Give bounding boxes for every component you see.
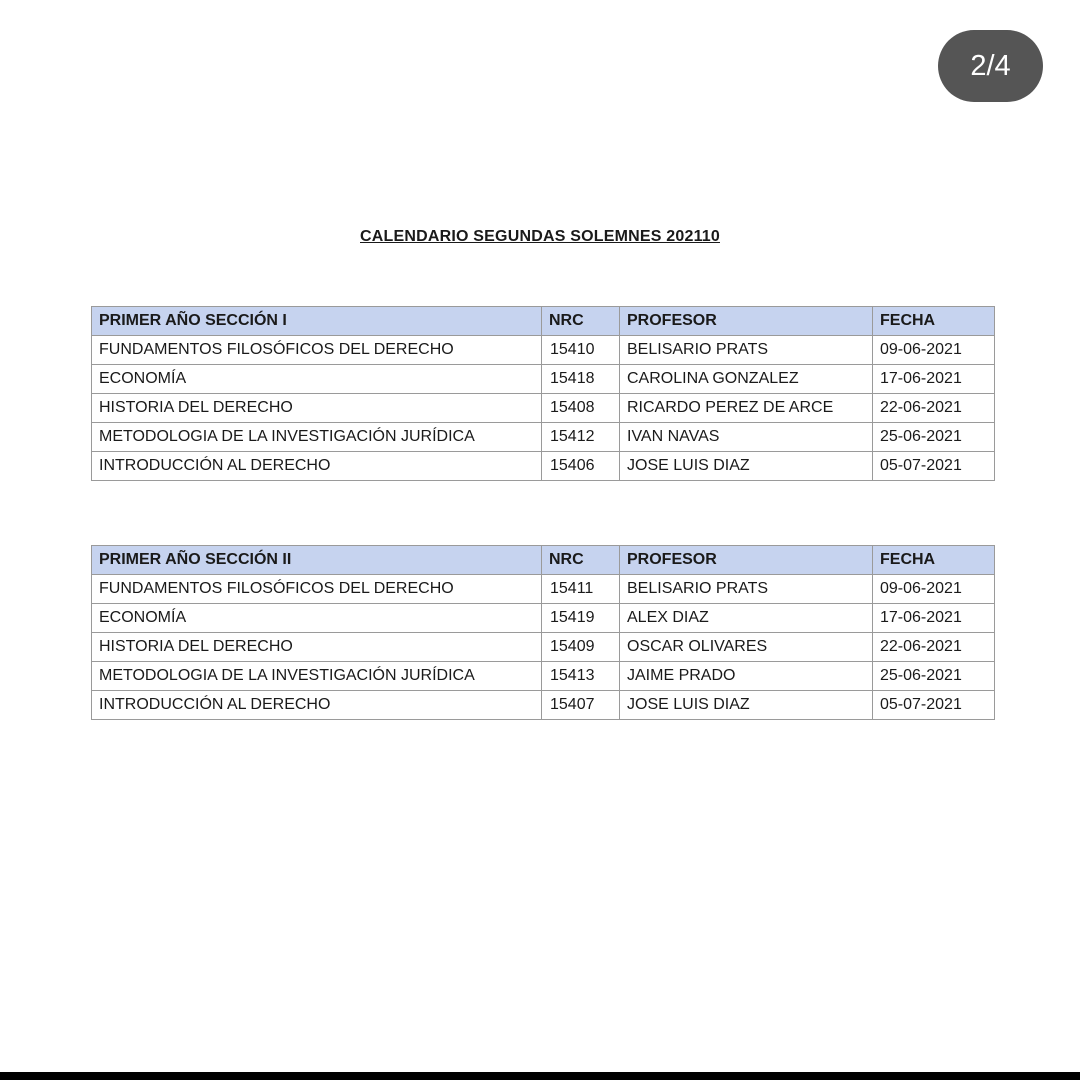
date-cell: 22-06-2021 xyxy=(873,633,995,662)
professor-cell: ALEX DIAZ xyxy=(620,604,873,633)
header-date: FECHA xyxy=(873,307,995,336)
table-row xyxy=(92,423,995,452)
date-cell: 05-07-2021 xyxy=(873,452,995,481)
nrc-cell: 15411 xyxy=(542,575,620,604)
course-cell: ECONOMÍA xyxy=(92,365,542,394)
nrc-cell: 15418 xyxy=(542,365,620,394)
header-course: PRIMER AÑO SECCIÓN I xyxy=(92,307,542,336)
header-nrc: NRC xyxy=(542,546,620,575)
course-cell: INTRODUCCIÓN AL DERECHO xyxy=(92,691,542,720)
document-title: CALENDARIO SEGUNDAS SOLEMNES 202110 xyxy=(360,228,720,245)
date-cell: 17-06-2021 xyxy=(873,365,995,394)
table-header-row xyxy=(92,546,995,575)
table-row xyxy=(92,336,995,365)
table-row xyxy=(92,633,995,662)
course-cell: FUNDAMENTOS FILOSÓFICOS DEL DERECHO xyxy=(92,575,542,604)
nrc-cell: 15406 xyxy=(542,452,620,481)
date-cell: 17-06-2021 xyxy=(873,604,995,633)
table-row xyxy=(92,575,995,604)
date-cell: 09-06-2021 xyxy=(873,336,995,365)
bottom-bar xyxy=(0,1072,1080,1080)
course-cell: METODOLOGIA DE LA INVESTIGACIÓN JURÍDICA xyxy=(92,662,542,691)
nrc-cell: 15419 xyxy=(542,604,620,633)
nrc-cell: 15409 xyxy=(542,633,620,662)
course-cell: METODOLOGIA DE LA INVESTIGACIÓN JURÍDICA xyxy=(92,423,542,452)
professor-cell: JAIME PRADO xyxy=(620,662,873,691)
nrc-cell: 15412 xyxy=(542,423,620,452)
header-professor: PROFESOR xyxy=(620,546,873,575)
professor-cell: CAROLINA GONZALEZ xyxy=(620,365,873,394)
professor-cell: OSCAR OLIVARES xyxy=(620,633,873,662)
course-cell: ECONOMÍA xyxy=(92,604,542,633)
table-row xyxy=(92,691,995,720)
date-cell: 25-06-2021 xyxy=(873,423,995,452)
course-cell: HISTORIA DEL DERECHO xyxy=(92,633,542,662)
header-nrc: NRC xyxy=(542,307,620,336)
professor-cell: JOSE LUIS DIAZ xyxy=(620,452,873,481)
nrc-cell: 15407 xyxy=(542,691,620,720)
professor-cell: JOSE LUIS DIAZ xyxy=(620,691,873,720)
page-indicator: 2/4 xyxy=(938,30,1043,102)
professor-cell: BELISARIO PRATS xyxy=(620,575,873,604)
course-cell: INTRODUCCIÓN AL DERECHO xyxy=(92,452,542,481)
header-course: PRIMER AÑO SECCIÓN II xyxy=(92,546,542,575)
schedule-table-section-1 xyxy=(91,306,995,481)
nrc-cell: 15413 xyxy=(542,662,620,691)
date-cell: 09-06-2021 xyxy=(873,575,995,604)
schedule-table-section-2 xyxy=(91,545,995,720)
nrc-cell: 15410 xyxy=(542,336,620,365)
professor-cell: IVAN NAVAS xyxy=(620,423,873,452)
course-cell: HISTORIA DEL DERECHO xyxy=(92,394,542,423)
date-cell: 22-06-2021 xyxy=(873,394,995,423)
date-cell: 25-06-2021 xyxy=(873,662,995,691)
nrc-cell: 15408 xyxy=(542,394,620,423)
table-row xyxy=(92,604,995,633)
table-row xyxy=(92,394,995,423)
header-professor: PROFESOR xyxy=(620,307,873,336)
course-cell: FUNDAMENTOS FILOSÓFICOS DEL DERECHO xyxy=(92,336,542,365)
table-row xyxy=(92,452,995,481)
table-row xyxy=(92,662,995,691)
table-header-row xyxy=(92,307,995,336)
table-row xyxy=(92,365,995,394)
professor-cell: BELISARIO PRATS xyxy=(620,336,873,365)
header-date: FECHA xyxy=(873,546,995,575)
professor-cell: RICARDO PEREZ DE ARCE xyxy=(620,394,873,423)
date-cell: 05-07-2021 xyxy=(873,691,995,720)
